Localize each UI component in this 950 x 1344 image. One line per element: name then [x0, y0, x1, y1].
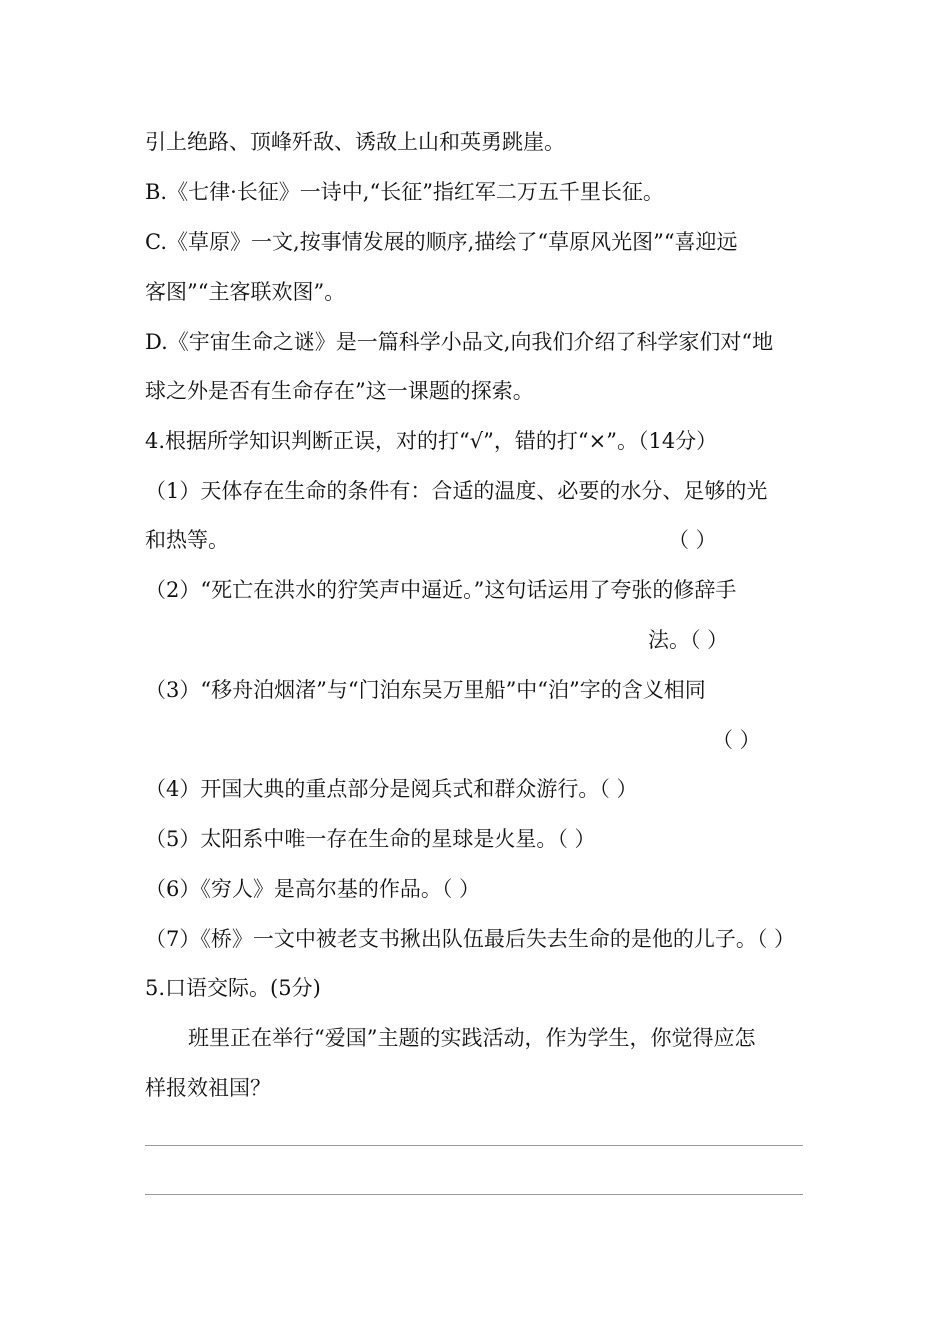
q4-item-6: （6）《穷人》是高尔基的作品。（ ） [145, 877, 481, 901]
question-4-title: 4.根据所学知识判断正误，对的打“√”，错的打“×”。（14分） [145, 429, 718, 453]
q5-prompt: 班里正在举行“爱国”主题的实践活动，作为学生，你觉得应怎 [188, 1026, 756, 1050]
option-d: D.《宇宙生命之谜》是一篇科学小品文,向我们介绍了科学家们对“地 [145, 330, 774, 354]
option-b: B.《七律·长征》一诗中,“长征”指红军二万五千里长征。 [145, 180, 664, 204]
q4-item-7: （7）《桥》一文中被老支书揪出队伍最后失去生命的是他的儿子。（ ） [145, 927, 796, 951]
option-c: C.《草原》一文,按事情发展的顺序,描绘了“草原风光图”“喜迎远 [145, 230, 738, 254]
q4-item-4: （4）开国大典的重点部分是阅兵式和群众游行。（ ） [145, 777, 638, 801]
q5-prompt-cont: 样报效祖国？ [145, 1076, 271, 1100]
q4-item-1: （1）天体存在生命的条件有：合适的温度、必要的水分、足够的光 [145, 479, 768, 503]
answer-bracket-1[interactable]: （ ） [668, 528, 717, 552]
option-c-cont: 客图”“主客联欢图”。 [145, 280, 346, 304]
text-line: 引上绝路、顶峰歼敌、诱敌上山和英勇跳崖。 [145, 130, 565, 154]
q4-item-1-cont: 和热等。 [145, 528, 229, 552]
question-5-title: 5.口语交际。(5分) [145, 976, 321, 1000]
q4-item-3: （3）“移舟泊烟渚”与“门泊东吴万里船”中“泊”字的含义相同 [145, 678, 706, 702]
option-d-cont: 球之外是否有生命存在”这一课题的探索。 [145, 379, 534, 403]
q4-item-5: （5）太阳系中唯一存在生命的星球是火星。（ ） [145, 827, 596, 851]
answer-line-2[interactable] [145, 1194, 803, 1195]
answer-bracket-2[interactable]: 法。（ ） [648, 628, 729, 652]
q4-item-2: （2）“死亡在洪水的狞笑声中逼近。”这句话运用了夸张的修辞手 [145, 578, 737, 602]
answer-line-1[interactable] [145, 1145, 803, 1146]
answer-bracket-3[interactable]: （ ） [712, 728, 761, 752]
